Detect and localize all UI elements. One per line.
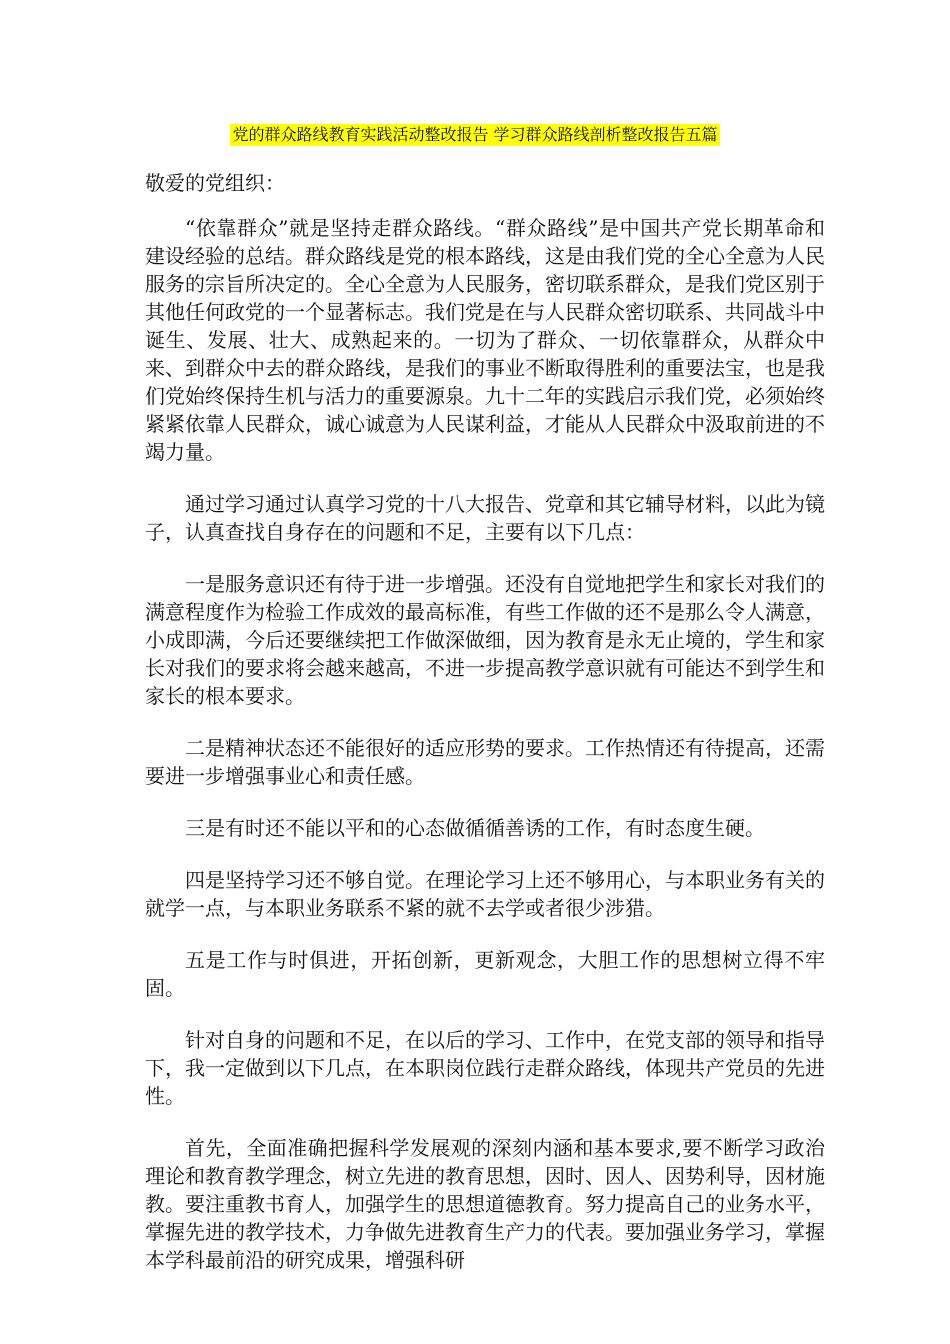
paragraph-9: 首先，全面准确把握科学发展观的深刻内涵和基本要求,要不断学习政治理论和教育教学理念，树立先进的教育思想，因时、因人、因势利导，因材施教。要注重教书育人，加强学生的思想道德教育。努力提高自己的业务水平，掌握先进的教学技术，力争做先进教育生产力的代表。要加强业务学习，掌握本学科最前沿的研究成果，增强科研	[145, 1136, 825, 1272]
document-title: 党的群众路线教育实践活动整改报告 学习群众路线剖析整改报告五篇	[232, 125, 718, 144]
document-body	[145, 168, 825, 1298]
salutation: 敬爱的党组织：	[145, 171, 285, 195]
paragraph-1: “依靠群众”就是坚持走群众路线。“群众路线”是中国共产党长期革命和建设经验的总结。群众路线是党的根本路线，这是由我们党的全心全意为人民服务的宗旨所决定的。全心全意为人民服务，密切联系群众，是我们党区别于其他任何政党的一个显著标志。我们党是在与人民群众密切联系、共同战斗中诞生、发展、壮大、成熟起来的。一切为了群众、一切依靠群众，从群众中来、到群众中去的群众路线，是我们的事业不断取得胜利的重要法宝，也是我们党始终保持生机与活力的重要源泉。九十二年的实践启示我们党，必须始终紧紧依靠人民群众，诚心诚意为人民谋利益，才能从人民群众中汲取前进的不竭力量。	[145, 216, 825, 464]
paragraph-2: 通过学习通过认真学习党的十八大报告、党章和其它辅导材料，以此为镜子，认真查找自身存在的问题和不足，主要有以下几点：	[145, 492, 825, 544]
paragraph-3: 一是服务意识还有待于进一步增强。还没有自觉地把学生和家长对我们的满意程度作为检验工作成效的最高标准，有些工作做的还不是那么令人满意，小成即满，今后还要继续把工作做深做细，因为教育是永无止境的，学生和家长对我们的要求将会越来越高，不进一步提高教学意识就有可能达不到学生和家长的根本要求。	[145, 572, 825, 708]
paragraph-8: 针对自身的问题和不足，在以后的学习、工作中，在党支部的领导和指导下，我一定做到以下几点，在本职岗位践行走群众路线，体现共产党员的先进性。	[145, 1028, 825, 1108]
paragraph-5: 三是有时还不能以平和的心态做循循善诱的工作，有时态度生硬。	[185, 816, 765, 840]
title-container	[0, 124, 950, 146]
paragraph-7: 五是工作与时俱进，开拓创新，更新观念，大胆工作的思想树立得不牢固。	[145, 948, 825, 1000]
paragraph-4: 二是精神状态还不能很好的适应形势的要求。工作热情还有待提高，还需要进一步增强事业心和责任感。	[145, 736, 825, 788]
paragraph-6: 四是坚持学习还不够自觉。在理论学习上还不够用心，与本职业务有关的就学一点，与本职业务联系不紧的就不去学或者很少涉猎。	[145, 868, 825, 920]
